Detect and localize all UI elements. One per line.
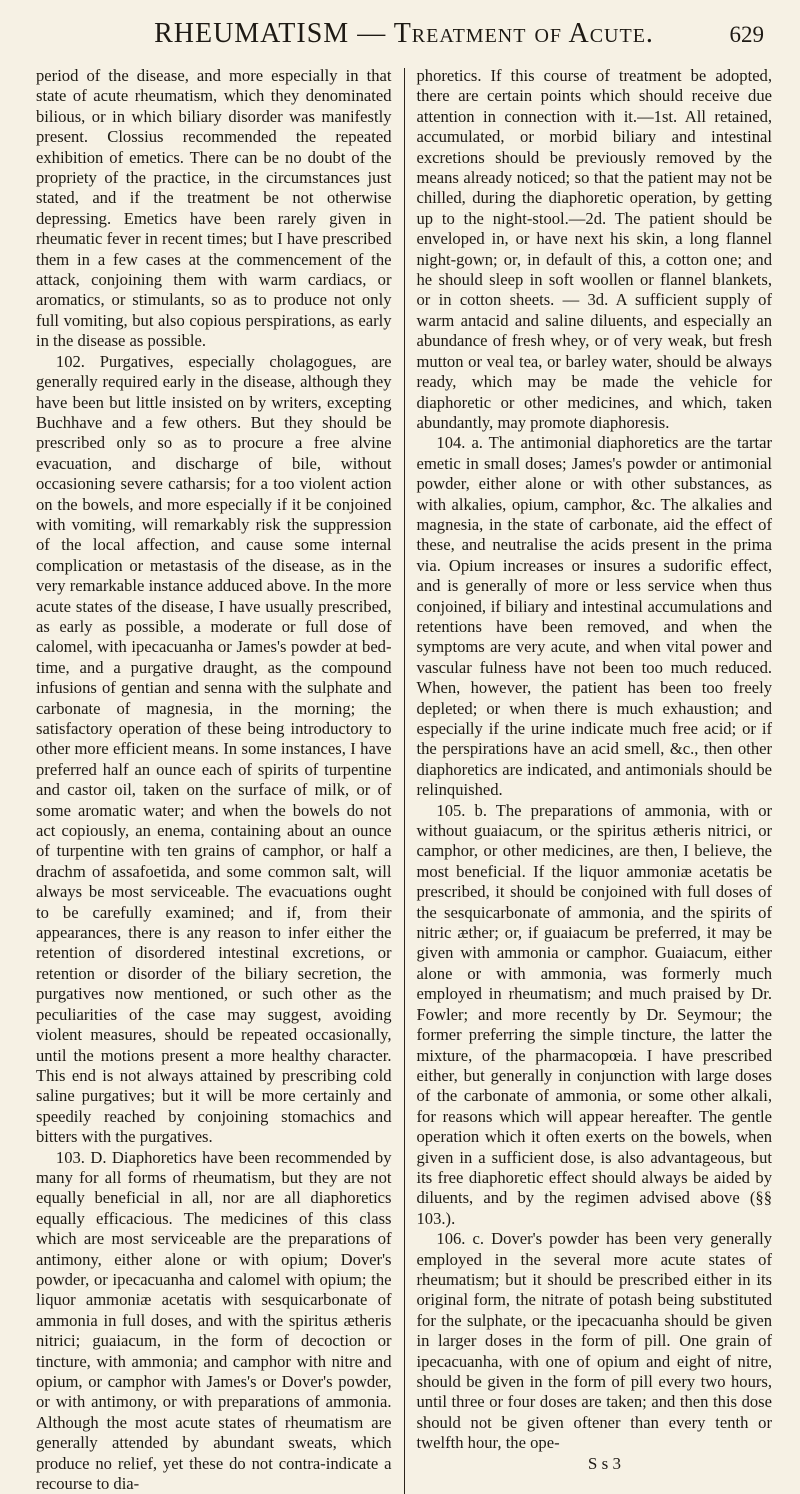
running-title: RHEUMATISM — Treatment of Acute. (154, 18, 654, 49)
paragraph: period of the disease, and more especially in that state of acute rheumatism, which they denominated bilious, or in which biliary disorder was manifestly present. Clossius recommended the repeated exhibition of emetics. There can be no doubt of the propriety of the practice, in the circumstances just stated, and if the treatment be not otherwise depressing. Emetics have been rarely given in rheumatic fever in recent times; but I have prescribed them in a few cases at the commencement of the attack, conjoining them with warm cardiacs, or aromatics, or stimulants, so as to produce not only full vomiting, but also copious perspirations, as early in the disease as possible. (36, 66, 392, 351)
paragraph: 106. c. Dover's powder has been very generally employed in the several more acute states of rheumatism; but it should be prescribed either in its original form, the nitrate of potash being substituted for the sulphate, or the ipecacuanha should be given in larger doses in the form of pill. One grain of ipecacuanha, with one of opium and eight of nitre, should be given in the form of pill every two hours, until three or four doses are taken; and then this dose should not be given oftener than every tenth or twelfth hour, the ope- (416, 1229, 773, 1453)
paragraph: 104. a. The antimonial diaphoretics are the tartar emetic in small doses; James's powder or antimonial powder, either alone or with other substances, as with alkalies, opium, camphor, &c. The alkalies and magnesia, in the state of carbonate, aid the effect of these, and neutralise the acids present in the prima via. Opium increases or insures a sudorific effect, and is generally of more or less service when thus conjoined, if biliary and intestinal accumulations and retentions have been removed, and when the symptoms are very acute, and when vital power and vascular fulness have not been too much reduced. When, however, the patient has been too freely depleted; or when there is much exhaustion; and especially if the urine indicate much free acid; or if the perspirations have an acid smell, &c., then other diaphoretics are indicated, and antimonials should be relinquished. (416, 433, 773, 800)
column-divider (404, 68, 405, 1494)
paragraph: 103. D. Diaphoretics have been recommended by many for all forms of rheumatism, but they are not equally beneficial in all, nor are all diaphoretics equally efficacious. The medicines of this class which are most serviceable are the preparations of antimony, either alone or with opium; Dover's powder, or ipecacuanha and calomel with opium; the liquor ammoniæ acetatis with sesquicarbonate of ammonia in full doses, and with the spiritus ætheris nitrici; guaiacum, in the form of decoction or tincture, with ammonia; and camphor with nitre and opium, or camphor with James's or Dover's powder, or with antimony, or with preparations of ammonia. Although the most acute states of rheumatism are generally attended by abundant sweats, which produce no relief, yet these do not contra-indicate a recourse to dia- (36, 1147, 392, 1494)
left-column (36, 66, 392, 1494)
signature-mark: S s 3 (587, 1453, 621, 1473)
paragraph: 105. b. The preparations of ammonia, with or without guaiacum, or the spiritus ætheris nitrici, or camphor, or other medicines, are then, I believe, the most beneficial. If the liquor ammoniæ acetatis be prescribed, it should be conjoined with full doses of the sesquicarbonate of ammonia, and the spirits of nitric æther; or, if guaiacum be preferred, it may be given with ammonia or camphor. Guaiacum, either alone or with ammonia, was formerly much employed in rheumatism; and much praised by Dr. Fowler; and more recently by Dr. Seymour; the former preferring the simple tincture, the latter the mixture, of the pharmacopœia. I have prescribed either, but generally in conjunction with large doses of the carbonate of ammonia, or some other alkali, for reasons which will appear hereafter. The gentle operation which it often exerts on the bowels, when given in a sufficient dose, is also advantageous, but its free diaphoretic effect should always be aided by diluents, and by the regimen advised above (§§ 103.). (416, 800, 773, 1228)
paragraph: phoretics. If this course of treatment be adopted, there are certain points which should receive due attention in connection with it.—1st. All retained, accumulated, or morbid biliary and intestinal excretions should be previously removed by the means already noticed; so that the patient may not be chilled, during the diaphoretic operation, by getting up to the night-stool.—2d. The patient should be enveloped in, or have next his skin, a long flannel night-gown; or, in default of this, a cotton one; and he should sleep in soft woollen or flannel blankets, or in cotton sheets. — 3d. A sufficient supply of warm antacid and saline diluents, and especially an abundance of fresh whey, or of very weak, but fresh mutton or veal tea, or barley water, should be always ready, which may be made the vehicle for diaphoretic or other medicines, and which, taken abundantly, may promote diaphoresis. (416, 66, 773, 432)
text-columns (36, 66, 772, 1494)
right-column (417, 66, 773, 1494)
running-header (36, 18, 772, 58)
paragraph: 102. Purgatives, especially cholagogues, are generally required early in the disease, although they have been but little insisted on by writers, excepting Buchhave and a few others. But they should be prescribed only so as to procure a free alvine evacuation, and discharge of bile, without occasioning severe catharsis; for a too violent action on the bowels, and more especially if it be conjoined with vomiting, will remarkably risk the suppression of the local affection, and cause some internal complication or metastasis of the disease, as in the very remarkable instance adduced above. In the more acute states of the disease, I have usually prescribed, as early as possible, a moderate or full dose of calomel, with ipecacuanha or James's powder at bed-time, and a purgative draught, as the compound infusions of gentian and senna with the sulphate and carbonate of magnesia, in the morning; the satisfactory operation of these being introductory to other more efficient means. In some instances, I have preferred half an ounce each of spirits of turpentine and castor oil, taken on the surface of milk, or of some aromatic water; and when the bowels do not act copiously, an enema, containing about an ounce of turpentine with ten grains of camphor, or half a drachm of assafoetida, and some common salt, will always be most serviceable. The evacuations ought to be carefully examined; and if, from their appearances, there is any reason to infer either the retention of disordered intestinal excretions, or retention or disorder of the biliary secretion, the purgatives now mentioned, or such other as the peculiarities of the case may suggest, avoiding violent measures, should be repeated occasionally, until the motions present a more healthy character. This end is not always attained by prescribing cold saline purgatives; but it will be more certainly and speedily reached by conjoining stomachics and bitters with the purgatives. (36, 351, 392, 1147)
page-number: 629 (729, 22, 764, 47)
